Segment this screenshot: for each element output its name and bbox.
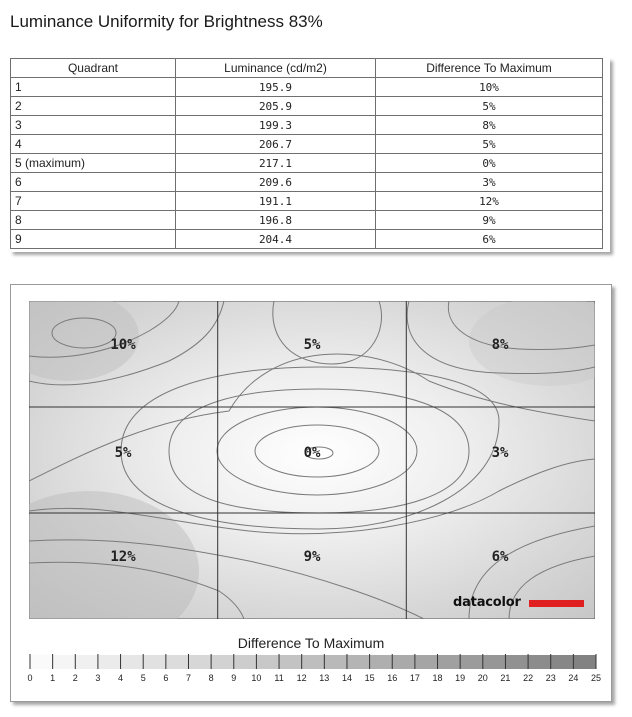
- scale-tick-label: 11: [274, 673, 284, 683]
- difference-cell: 5%: [376, 135, 603, 154]
- scale-tick-label: 24: [568, 673, 579, 683]
- difference-cell: 12%: [376, 192, 603, 211]
- scale-tick-label: 9: [231, 673, 237, 683]
- scale-cell: [30, 655, 53, 669]
- scale-tick-label: 3: [95, 673, 101, 683]
- scale-tick-label: 7: [185, 673, 191, 683]
- difference-cell: 10%: [376, 78, 603, 97]
- scale-cell: [528, 655, 551, 669]
- difference-cell: 9%: [376, 211, 603, 230]
- scale-tick-label: 17: [409, 673, 420, 683]
- scale-tick-label: 16: [387, 673, 398, 683]
- scale-cell: [483, 655, 506, 669]
- table-row: [11, 116, 603, 135]
- luminance-cell: 195.9: [176, 78, 376, 97]
- quadrant-cell: 3: [11, 116, 176, 135]
- difference-cell: 0%: [376, 154, 603, 173]
- luminance-table-container: [10, 58, 610, 252]
- difference-cell: 8%: [376, 116, 603, 135]
- scale-tick-label: 8: [208, 673, 214, 683]
- scale-cells: [30, 655, 596, 669]
- cell-label-3: 8%: [491, 337, 509, 353]
- scale-tick-label: 6: [163, 673, 169, 683]
- scale-tick-label: 25: [590, 673, 602, 683]
- difference-cell: 5%: [376, 97, 603, 116]
- table-header-row: [11, 59, 603, 78]
- scale-cell: [143, 655, 166, 669]
- difference-scale-bar: [11, 649, 611, 689]
- luminance-cell: 196.8: [176, 211, 376, 230]
- luminance-cell: 206.7: [176, 135, 376, 154]
- scale-cell: [573, 655, 596, 669]
- cell-label-8: 9%: [303, 549, 321, 565]
- scale-title: Difference To Maximum: [237, 635, 385, 651]
- cell-label-2: 5%: [303, 337, 321, 353]
- scale-cell: [256, 655, 279, 669]
- scale-cell: [234, 655, 257, 669]
- column-header-difference: Difference To Maximum: [376, 59, 603, 78]
- uniformity-map-panel: [10, 284, 612, 702]
- scale-tick-label: 15: [364, 673, 375, 683]
- cell-label-7: 12%: [110, 549, 136, 565]
- luminance-table: [10, 58, 603, 249]
- scale-cell: [121, 655, 144, 669]
- scale-cell: [505, 655, 528, 669]
- scale-tick-label: 22: [523, 673, 534, 683]
- scale-tick-label: 2: [72, 673, 78, 683]
- table-row: [11, 173, 603, 192]
- quadrant-cell: 5 (maximum): [11, 154, 176, 173]
- cell-label-6: 3%: [491, 445, 509, 461]
- luminance-cell: 205.9: [176, 97, 376, 116]
- difference-cell: 6%: [376, 230, 603, 249]
- table-row: [11, 192, 603, 211]
- table-row: [11, 154, 603, 173]
- scale-cell: [302, 655, 325, 669]
- scale-tick-label: 1: [50, 673, 56, 683]
- scale-tick-label: 21: [500, 673, 511, 683]
- table-row: [11, 97, 603, 116]
- scale-cell: [324, 655, 347, 669]
- quadrant-cell: 1: [11, 78, 176, 97]
- cell-label-4: 5%: [114, 445, 132, 461]
- scale-cell: [279, 655, 302, 669]
- quadrant-cell: 7: [11, 192, 176, 211]
- scale-cell: [551, 655, 574, 669]
- quadrant-cell: 4: [11, 135, 176, 154]
- luminance-cell: 209.6: [176, 173, 376, 192]
- scale-tick-label: 19: [455, 673, 466, 683]
- uniformity-contour-map: [29, 301, 595, 619]
- luminance-cell: 204.4: [176, 230, 376, 249]
- cell-label-5: 0%: [303, 445, 321, 461]
- scale-cell: [98, 655, 121, 669]
- scale-tick-labels: [27, 673, 601, 683]
- datacolor-logo: datacolor: [453, 595, 521, 610]
- datacolor-logo-bar: [529, 600, 584, 607]
- scale-cell: [347, 655, 370, 669]
- cell-label-1: 10%: [110, 337, 136, 353]
- scale-tick-label: 5: [140, 673, 146, 683]
- quadrant-cell: 8: [11, 211, 176, 230]
- column-header-quadrant: Quadrant: [11, 59, 176, 78]
- scale-tick-label: 10: [251, 673, 262, 683]
- luminance-cell: 199.3: [176, 116, 376, 135]
- table-row: [11, 230, 603, 249]
- scale-tick-label: 0: [27, 673, 33, 683]
- scale-tick-label: 20: [477, 673, 488, 683]
- scale-tick-label: 14: [341, 673, 352, 683]
- scale-tick-label: 12: [296, 673, 307, 683]
- scale-cell: [415, 655, 438, 669]
- scale-cell: [438, 655, 461, 669]
- scale-cell: [166, 655, 189, 669]
- quadrant-cell: 6: [11, 173, 176, 192]
- scale-cell: [211, 655, 234, 669]
- scale-tick-label: 18: [432, 673, 443, 683]
- scale-cell: [370, 655, 393, 669]
- table-row: [11, 211, 603, 230]
- scale-cell: [392, 655, 415, 669]
- table-row: [11, 78, 603, 97]
- scale-cell: [188, 655, 211, 669]
- page-title: Luminance Uniformity for Brightness 83%: [10, 12, 323, 31]
- difference-cell: 3%: [376, 173, 603, 192]
- luminance-cell: 191.1: [176, 192, 376, 211]
- scale-cell: [53, 655, 76, 669]
- quadrant-cell: 2: [11, 97, 176, 116]
- table-row: [11, 135, 603, 154]
- luminance-cell: 217.1: [176, 154, 376, 173]
- scale-tick-label: 13: [319, 673, 330, 683]
- scale-tick-label: 4: [118, 673, 124, 683]
- column-header-luminance: Luminance (cd/m2): [176, 59, 376, 78]
- scale-cell: [75, 655, 98, 669]
- cell-label-9: 6%: [491, 549, 509, 565]
- scale-cell: [460, 655, 483, 669]
- quadrant-cell: 9: [11, 230, 176, 249]
- scale-tick-label: 23: [545, 673, 556, 683]
